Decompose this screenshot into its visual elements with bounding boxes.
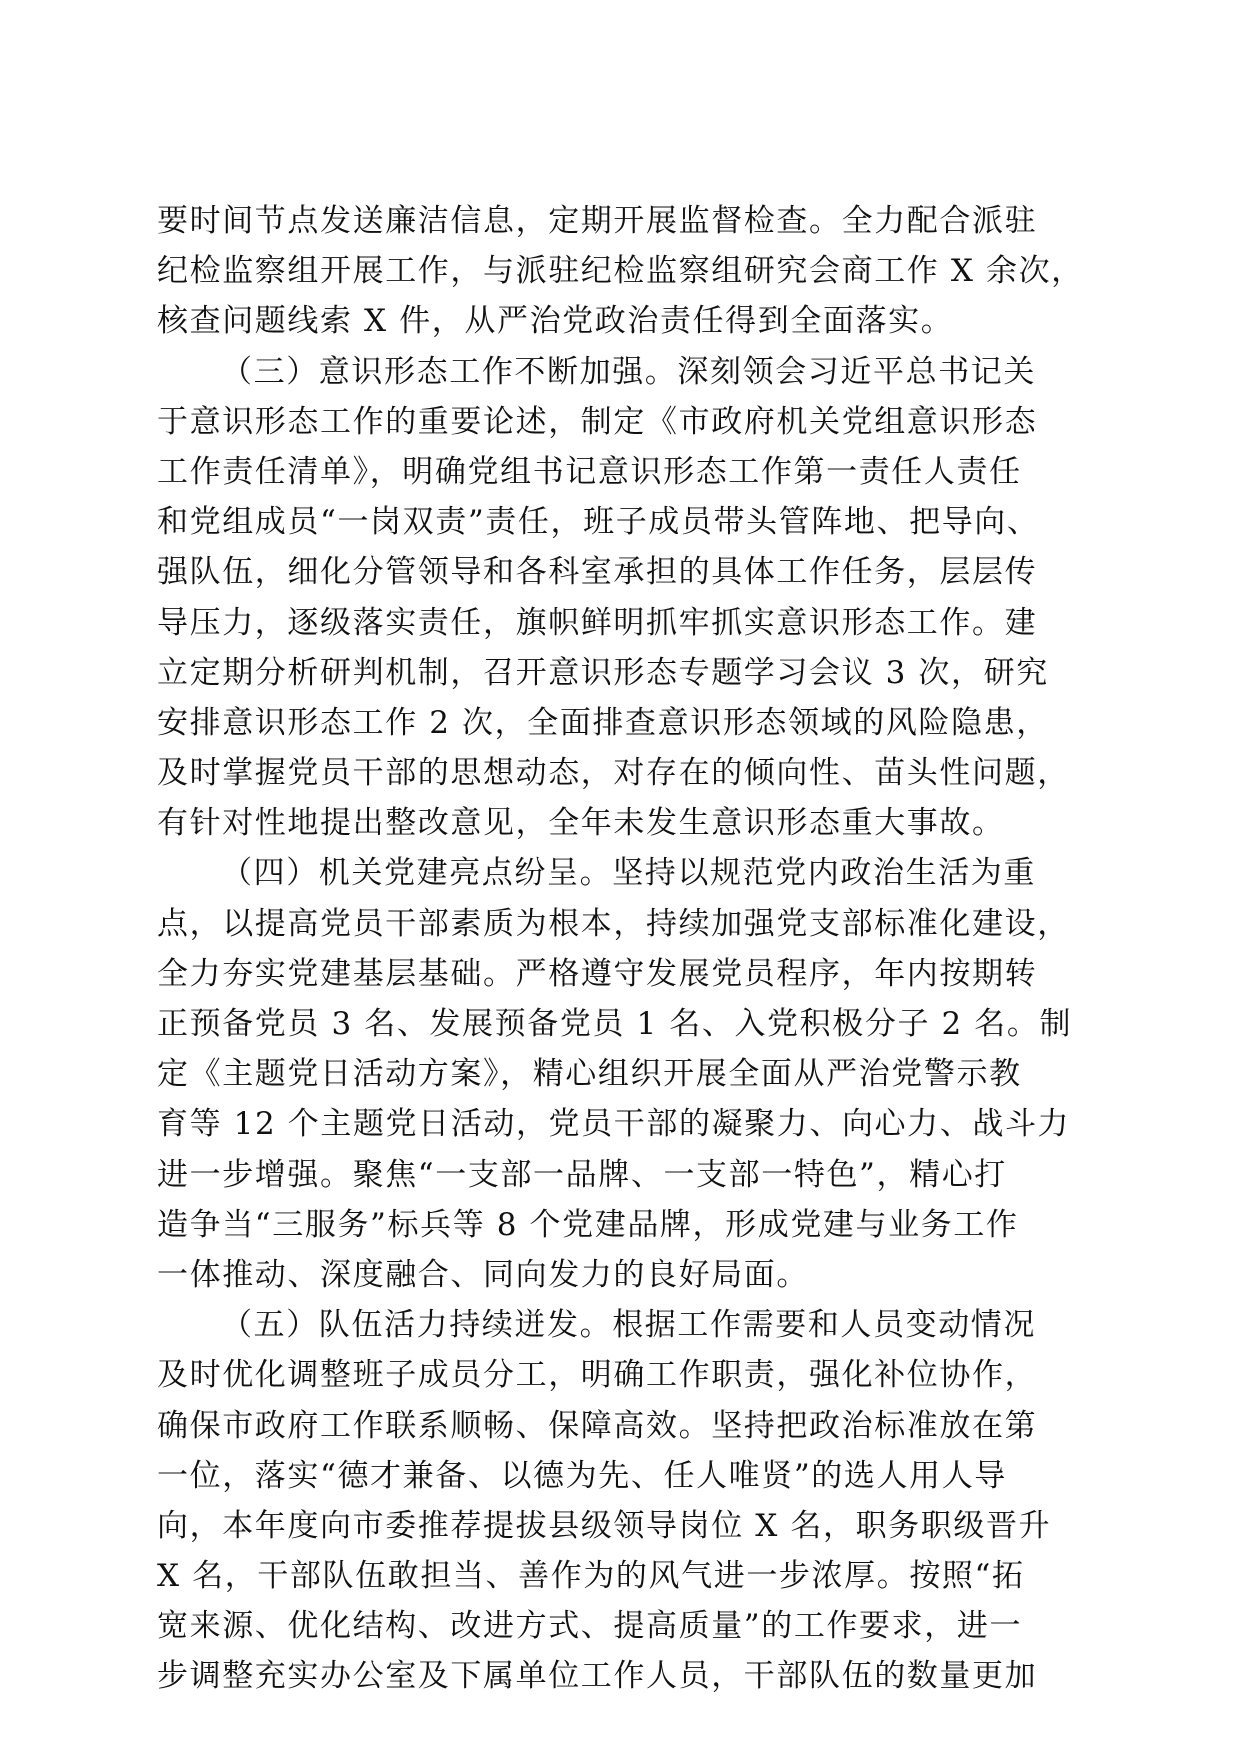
text-line: 要时间节点发送廉洁信息，定期开展监督检查。全力配合派驻 <box>157 203 1038 239</box>
text-line: X 名，干部队伍敢担当、善作为的风气进一步浓厚。按照“拓 <box>157 1558 1025 1595</box>
text-line: 导压力，逐级落实责任，旗帜鲜明抓牢抓实意识形态工作。建 <box>157 604 1038 641</box>
text-line: 宽来源、优化结构、改进方式、提高质量”的工作要求，进一 <box>157 1608 1023 1645</box>
text-line: 及时掌握党员干部的思想动态，对存在的倾向性、苗头性问题， <box>157 755 1070 792</box>
text-line: 纪检监察组开展工作，与派驻纪检监察组研究会商工作 X 余次， <box>157 253 1084 290</box>
text-line: 育等 12 个主题党日活动，党员干部的凝聚力、向心力、战斗力 <box>157 1106 1071 1143</box>
text-line: 向，本年度向市委推荐提拔县级领导岗位 X 名，职务职级晋升 <box>157 1507 1052 1544</box>
text-line: 有针对性地提出整改意见，全年未发生意识形态重大事故。 <box>157 805 1005 842</box>
text-line: 步调整充实办公室及下属单位工作人员，干部队伍的数量更加 <box>157 1658 1038 1695</box>
text-line: 强队伍，细化分管领导和各科室承担的具体工作任务，层层传 <box>157 554 1038 591</box>
text-line: 进一步增强。聚焦“一支部一品牌、一支部一特色”，精心打 <box>157 1156 1007 1193</box>
text-line: 点，以提高党员干部素质为根本，持续加强党支部标准化建设， <box>157 905 1070 942</box>
text-line: 和党组成员“一岗双责”责任，班子成员带头管阵地、把导向、 <box>157 504 1040 541</box>
text-line: 工作责任清单》，明确党组书记意识形态工作第一责任人责任 <box>157 453 1022 490</box>
text-line: 于意识形态工作的重要论述，制定《市政府机关党组意识形态 <box>157 403 1038 440</box>
paragraph-first-line: （四）机关党建亮点纷呈。坚持以规范党内政治生活为重 <box>221 855 1036 892</box>
document-body <box>157 196 1085 1702</box>
text-line: 一体推动、深度融合、同向发力的良好局面。 <box>157 1256 809 1293</box>
text-line: 立定期分析研判机制，召开意识形态专题学习会议 3 次，研究 <box>157 654 1049 691</box>
paragraph-first-line: （五）队伍活力持续迸发。根据工作需要和人员变动情况 <box>221 1307 1036 1344</box>
paragraph-first-line: （三）意识形态工作不断加强。深刻领会习近平总书记关 <box>221 353 1036 390</box>
text-line: 造争当“三服务”标兵等 8 个党建品牌，形成党建与业务工作 <box>157 1206 1019 1243</box>
text-line: 定《主题党日活动方案》，精心组织开展全面从严治党警示教 <box>157 1056 1022 1093</box>
text-line: 一位，落实“德才兼备、以德为先、任人唯贤”的选人用人导 <box>157 1457 1007 1494</box>
text-line: 安排意识形态工作 2 次，全面排查意识形态领域的风险隐患， <box>157 704 1049 741</box>
text-line: 确保市政府工作联系顺畅、保障高效。坚持把政治标准放在第 <box>157 1407 1038 1444</box>
text-line: 及时优化调整班子成员分工，明确工作职责，强化补位协作， <box>157 1357 1038 1394</box>
text-line: 核查问题线索 X 件，从严治党政治责任得到全面落实。 <box>157 303 954 340</box>
text-line: 全力夯实党建基层基础。严格遵守发展党员程序，年内按期转 <box>157 955 1038 992</box>
text-line: 正预备党员 3 名、发展预备党员 1 名、入党积极分子 2 名。制 <box>157 1006 1073 1042</box>
